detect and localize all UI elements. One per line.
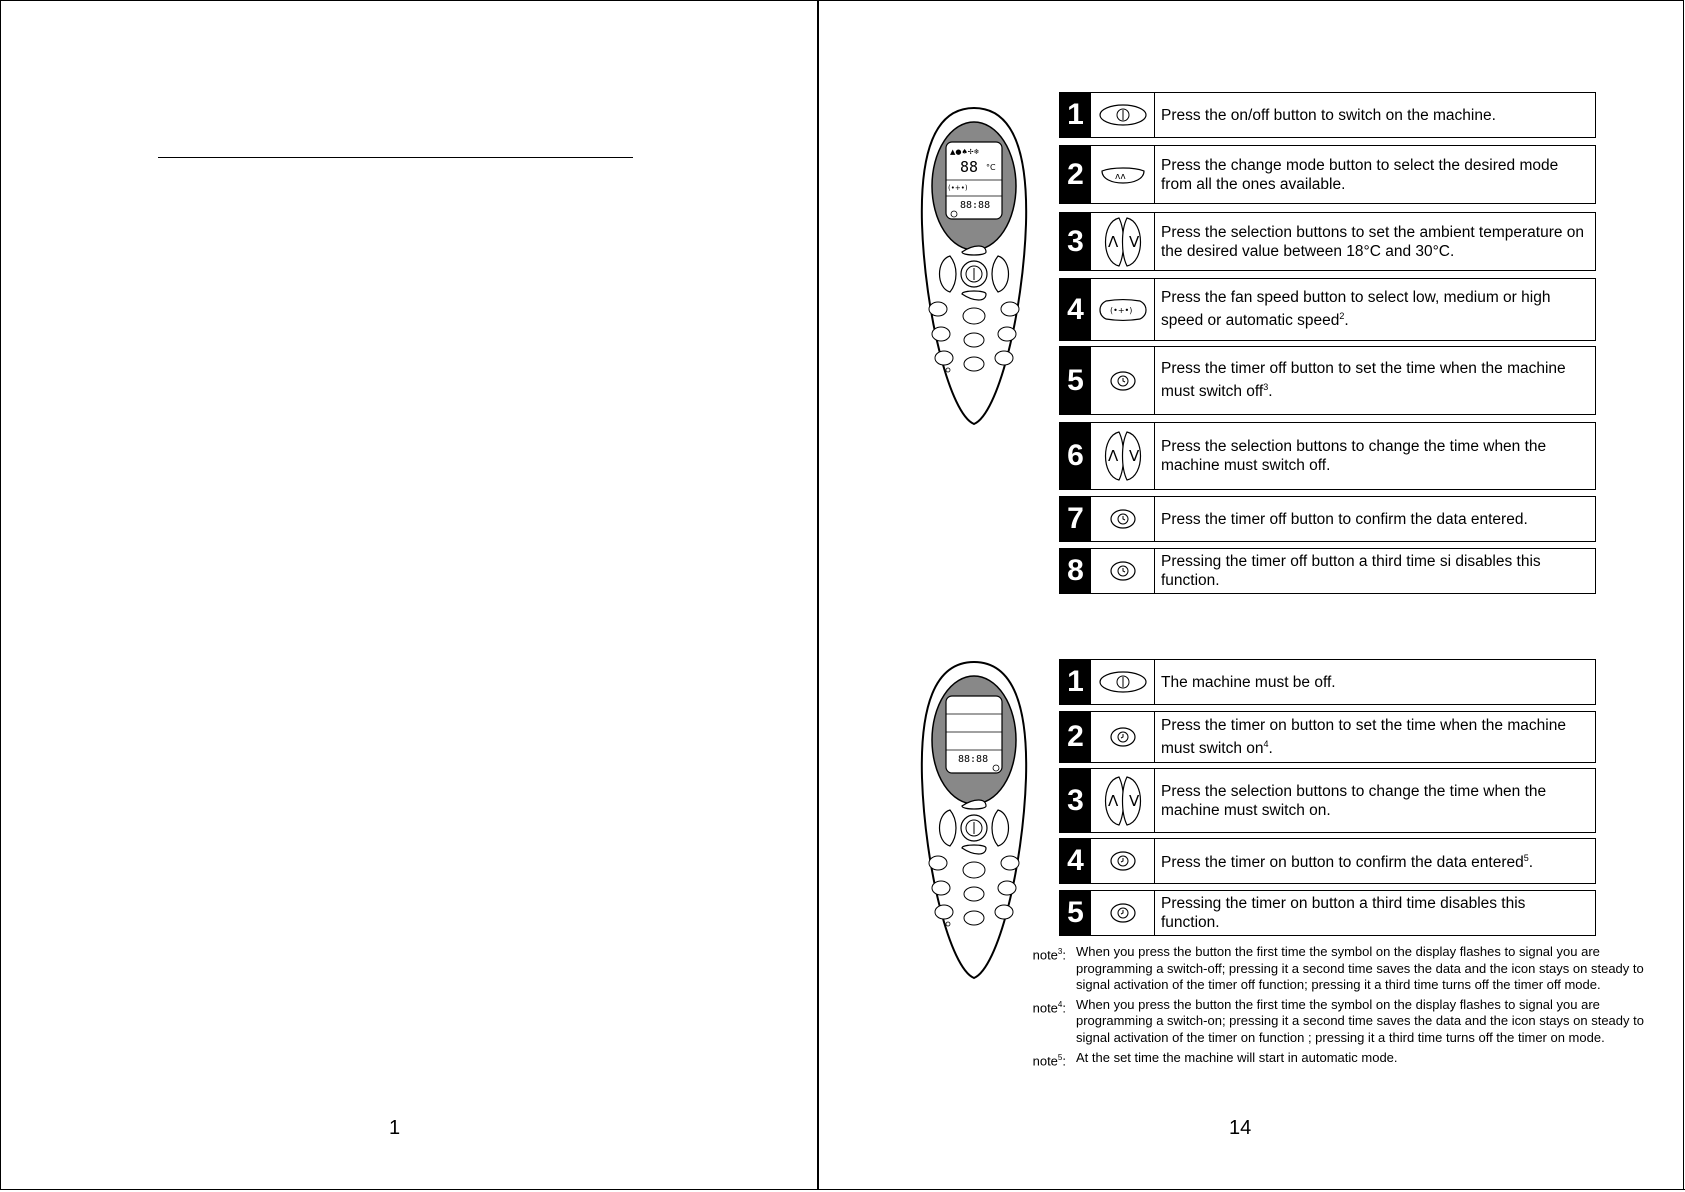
step-number: 5 — [1060, 891, 1091, 935]
step-text-main: Press the timer on button to set the time when the machine must switch on — [1161, 716, 1566, 758]
step-number: 2 — [1060, 146, 1091, 203]
timer-on-button-icon — [1091, 839, 1155, 883]
step-number: 1 — [1060, 93, 1091, 137]
svg-text:Λ: Λ — [1107, 447, 1118, 465]
svg-text:V: V — [1128, 791, 1139, 810]
footnote-marker: 5 — [1523, 853, 1529, 864]
svg-text:°C: °C — [986, 163, 996, 172]
step-text — [1161, 423, 1587, 489]
page-number-left: 1 — [389, 1117, 401, 1139]
selection-buttons-icon — [1091, 769, 1155, 832]
step-text-main: Press the selection buttons to set the ambient temperature on the desired value between 18°C and 30°C. — [1161, 223, 1585, 260]
svg-text:Λ: Λ — [1107, 232, 1118, 251]
footnote-text: At the set time the machine will start in automatic mode. — [1076, 1050, 1398, 1065]
footnote — [1010, 944, 1660, 994]
step-text — [1161, 213, 1587, 270]
svg-text:Λ: Λ — [1107, 791, 1118, 810]
footnote-marker: 4 — [1263, 738, 1269, 749]
footnote-marker: 3 — [1263, 382, 1269, 393]
step-text-main: Press the timer off button to confirm the data entered. — [1161, 510, 1528, 528]
step-text — [1161, 712, 1587, 762]
step-row — [1059, 838, 1596, 884]
svg-text:(•+•): (•+•) — [1109, 305, 1132, 315]
power-button-icon — [1091, 93, 1155, 137]
left-page — [0, 0, 818, 1190]
page-number-right: 14 — [1229, 1117, 1252, 1139]
step-row — [1059, 278, 1596, 341]
title-rule — [158, 157, 633, 158]
step-text-main: Press the change mode button to select the desired mode from all the ones available. — [1161, 156, 1559, 193]
step-number: 3 — [1060, 213, 1091, 270]
footnote-label: note$^4$: — [1032, 999, 1066, 1015]
step-text — [1161, 839, 1587, 883]
svg-text:V: V — [1128, 232, 1139, 251]
step-text-main: Press the on/off button to switch on the machine. — [1161, 106, 1496, 124]
timer-on-button-icon — [1091, 891, 1155, 935]
timer-off-button-icon — [1091, 549, 1155, 593]
step-number: 1 — [1060, 660, 1091, 704]
step-row — [1059, 659, 1596, 705]
step-text — [1161, 279, 1587, 340]
power-button-icon — [1091, 660, 1155, 704]
step-text-main: Press the timer off button to set the time when the machine must switch off — [1161, 360, 1566, 401]
step-row — [1059, 496, 1596, 542]
display-temp: 88 — [960, 158, 979, 176]
step-text-main: Press the selection buttons to change the time when the machine must switch off. — [1161, 438, 1547, 474]
step-number: 2 — [1060, 712, 1091, 762]
step-number: 5 — [1060, 347, 1091, 414]
step-number: 6 — [1060, 423, 1091, 489]
footnote-text: When you press the button the first time the symbol on the display flashes to signal you are programming a switch-on; pressing it a second time saves the data and the icon stays on steady to signal activation of the timer on function ; pressing it a third time turns off the timer on mode. — [1076, 996, 1644, 1045]
step-text-punct: . — [1344, 312, 1349, 330]
step-text-main: Press the fan speed button to select low, medium or high speed or automatic speed — [1161, 289, 1551, 330]
step-text — [1161, 660, 1587, 704]
timer-on-button-icon — [1091, 712, 1155, 762]
svg-text:88:88: 88:88 — [960, 200, 991, 211]
fan-speed-button-icon — [1091, 279, 1155, 340]
footnote-label: note$^5$: — [1032, 1053, 1066, 1069]
step-row — [1059, 711, 1596, 763]
mode-button-icon — [1091, 146, 1155, 203]
step-text-main: Pressing the timer on button a third time disables this function. — [1161, 895, 1526, 931]
step-row — [1059, 145, 1596, 204]
footnote-label: note$^3$: — [1032, 947, 1066, 963]
step-text — [1161, 769, 1587, 832]
step-row — [1059, 548, 1596, 594]
step-number: 4 — [1060, 839, 1091, 883]
footnotes — [1010, 944, 1660, 1073]
step-row — [1059, 422, 1596, 490]
step-row — [1059, 768, 1596, 833]
step-text-main: Press the timer on button to confirm the data entered — [1161, 854, 1524, 872]
step-text — [1161, 497, 1587, 541]
step-text-punct: . — [1528, 854, 1534, 872]
step-text — [1161, 146, 1587, 203]
step-number: 8 — [1060, 549, 1091, 593]
timer-off-button-icon — [1091, 347, 1155, 414]
step-row — [1059, 212, 1596, 271]
footnote-marker: 2 — [1339, 311, 1345, 322]
selection-buttons-icon — [1091, 423, 1155, 489]
step-number: 7 — [1060, 497, 1091, 541]
step-text-punct: . — [1268, 383, 1273, 401]
svg-text:(•+•): (•+•) — [948, 184, 968, 192]
step-number: 3 — [1060, 769, 1091, 832]
step-text — [1161, 347, 1587, 414]
svg-text:88:88: 88:88 — [958, 754, 989, 765]
step-text — [1161, 549, 1587, 593]
selection-buttons-icon — [1091, 213, 1155, 270]
timer-off-button-icon — [1091, 497, 1155, 541]
footnote — [1010, 1050, 1660, 1070]
step-text-punct: . — [1268, 740, 1273, 758]
footnote — [1010, 997, 1660, 1047]
svg-text:V: V — [1128, 447, 1139, 465]
footnote-text: When you press the button the first time the symbol on the display flashes to signal you are programming a switch-off; pressing it a second time saves the data and the icon stays on steady to signal activation of the timer off function; pressing it a third time turns off the timer off mode. — [1076, 944, 1644, 992]
bottom-rule — [0, 1189, 1685, 1190]
step-text — [1161, 891, 1587, 935]
step-row — [1059, 346, 1596, 415]
step-text-main: Pressing the timer off button a third time si disables this function. — [1161, 553, 1541, 589]
remote-control-illustration-top — [918, 104, 1030, 428]
step-text — [1161, 93, 1587, 137]
svg-text:▲●♠✢❄: ▲●♠✢❄ — [950, 148, 980, 156]
svg-text:ᴧᴧ: ᴧᴧ — [1114, 171, 1126, 182]
step-text-main: The machine must be off. — [1161, 673, 1336, 691]
step-number: 4 — [1060, 279, 1091, 340]
step-row — [1059, 92, 1596, 138]
step-text-main: Press the selection buttons to change the time when the machine must switch on. — [1161, 782, 1547, 819]
remote-control-illustration-bottom — [918, 658, 1030, 982]
step-row — [1059, 890, 1596, 936]
